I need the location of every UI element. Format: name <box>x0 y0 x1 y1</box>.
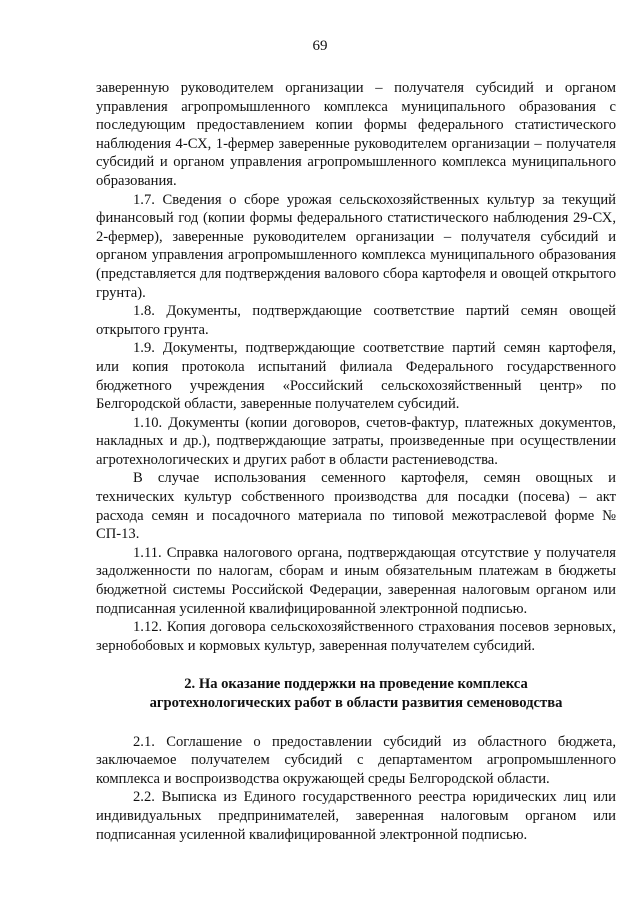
paragraph-2-1: 2.1. Соглашение о предоставлении субсидий из областного бюджета, заключаемое получателем субсидий с департаментом агропромышленного комплекса и воспроизводства окружающей среды Белгородской области. <box>96 733 616 787</box>
document-body <box>96 79 616 844</box>
paragraph-1-10: 1.10. Документы (копии договоров, счетов-фактур, платежных документов, накладных и др.), подтверждающие затраты, произведенные при осуществлении агротехнологических и других работ в области растениеводства. <box>96 414 616 468</box>
paragraph-1-8: 1.8. Документы, подтверждающие соответствие партий семян овощей открытого грунта. <box>96 303 616 338</box>
paragraph-1-11: 1.11. Справка налогового органа, подтверждающая отсутствие у получателя задолженности по налогам, сборам и иным обязательным платежам в бюджеты бюджетной системы Российской Федерации, заверенная налоговым органом или подписанная усиленной квалифицированной электронной подписью. <box>96 544 616 617</box>
paragraph-seed-usage: В случае использования семенного картофеля, семян овощных и технических культур собственного производства для посадки (посева) – акт расхода семян и посадочного материала по типовой межотраслевой форме № СП-13. <box>96 470 616 543</box>
page-number: 69 <box>312 38 328 54</box>
paragraph-continuation: заверенную руководителем организации – получателя субсидий и органом управления агропромышленного комплекса муниципального образования с последующим предоставлением копии формы федерального статистического наблюдения 4-СХ, 1-фермер заверенные руководителем организации – получателя субсидий и органом управления агропромышленного комплекса муниципального образования. <box>96 80 616 189</box>
paragraph-2-2: 2.2. Выписка из Единого государственного реестра юридических лиц или индивидуальных предпринимателей, заверенная налоговым органом или подписанная усиленной квалифицированной электронной подписью. <box>96 789 616 843</box>
paragraph-1-12: 1.12. Копия договора сельскохозяйственного страхования посевов зерновых, зернобобовых и кормовых культур, заверенная получателем субсидий. <box>96 619 616 654</box>
section-heading: 2. На оказание поддержки на проведение комплекса агротехнологических работ в области развития семеноводства <box>149 676 563 711</box>
paragraph-1-7: 1.7. Сведения о сборе урожая сельскохозяйственных культур за текущий финансовый год (копии формы федерального статистического наблюдения 29-СХ, 2-фермер), заверенные руководителем организации – получателя субсидий и органом управления агропромышленного комплекса муниципального образования (представляется для подтверждения валового сбора картофеля и овощей открытого грунта). <box>96 191 616 301</box>
paragraph-1-9: 1.9. Документы, подтверждающие соответствие партий семян картофеля, или копия протокола испытаний филиала Федерального государственного бюджетного учреждения «Российский сельскохозяйственный центр» по Белгородской области, заверенные получателем субсидий. <box>96 340 616 413</box>
